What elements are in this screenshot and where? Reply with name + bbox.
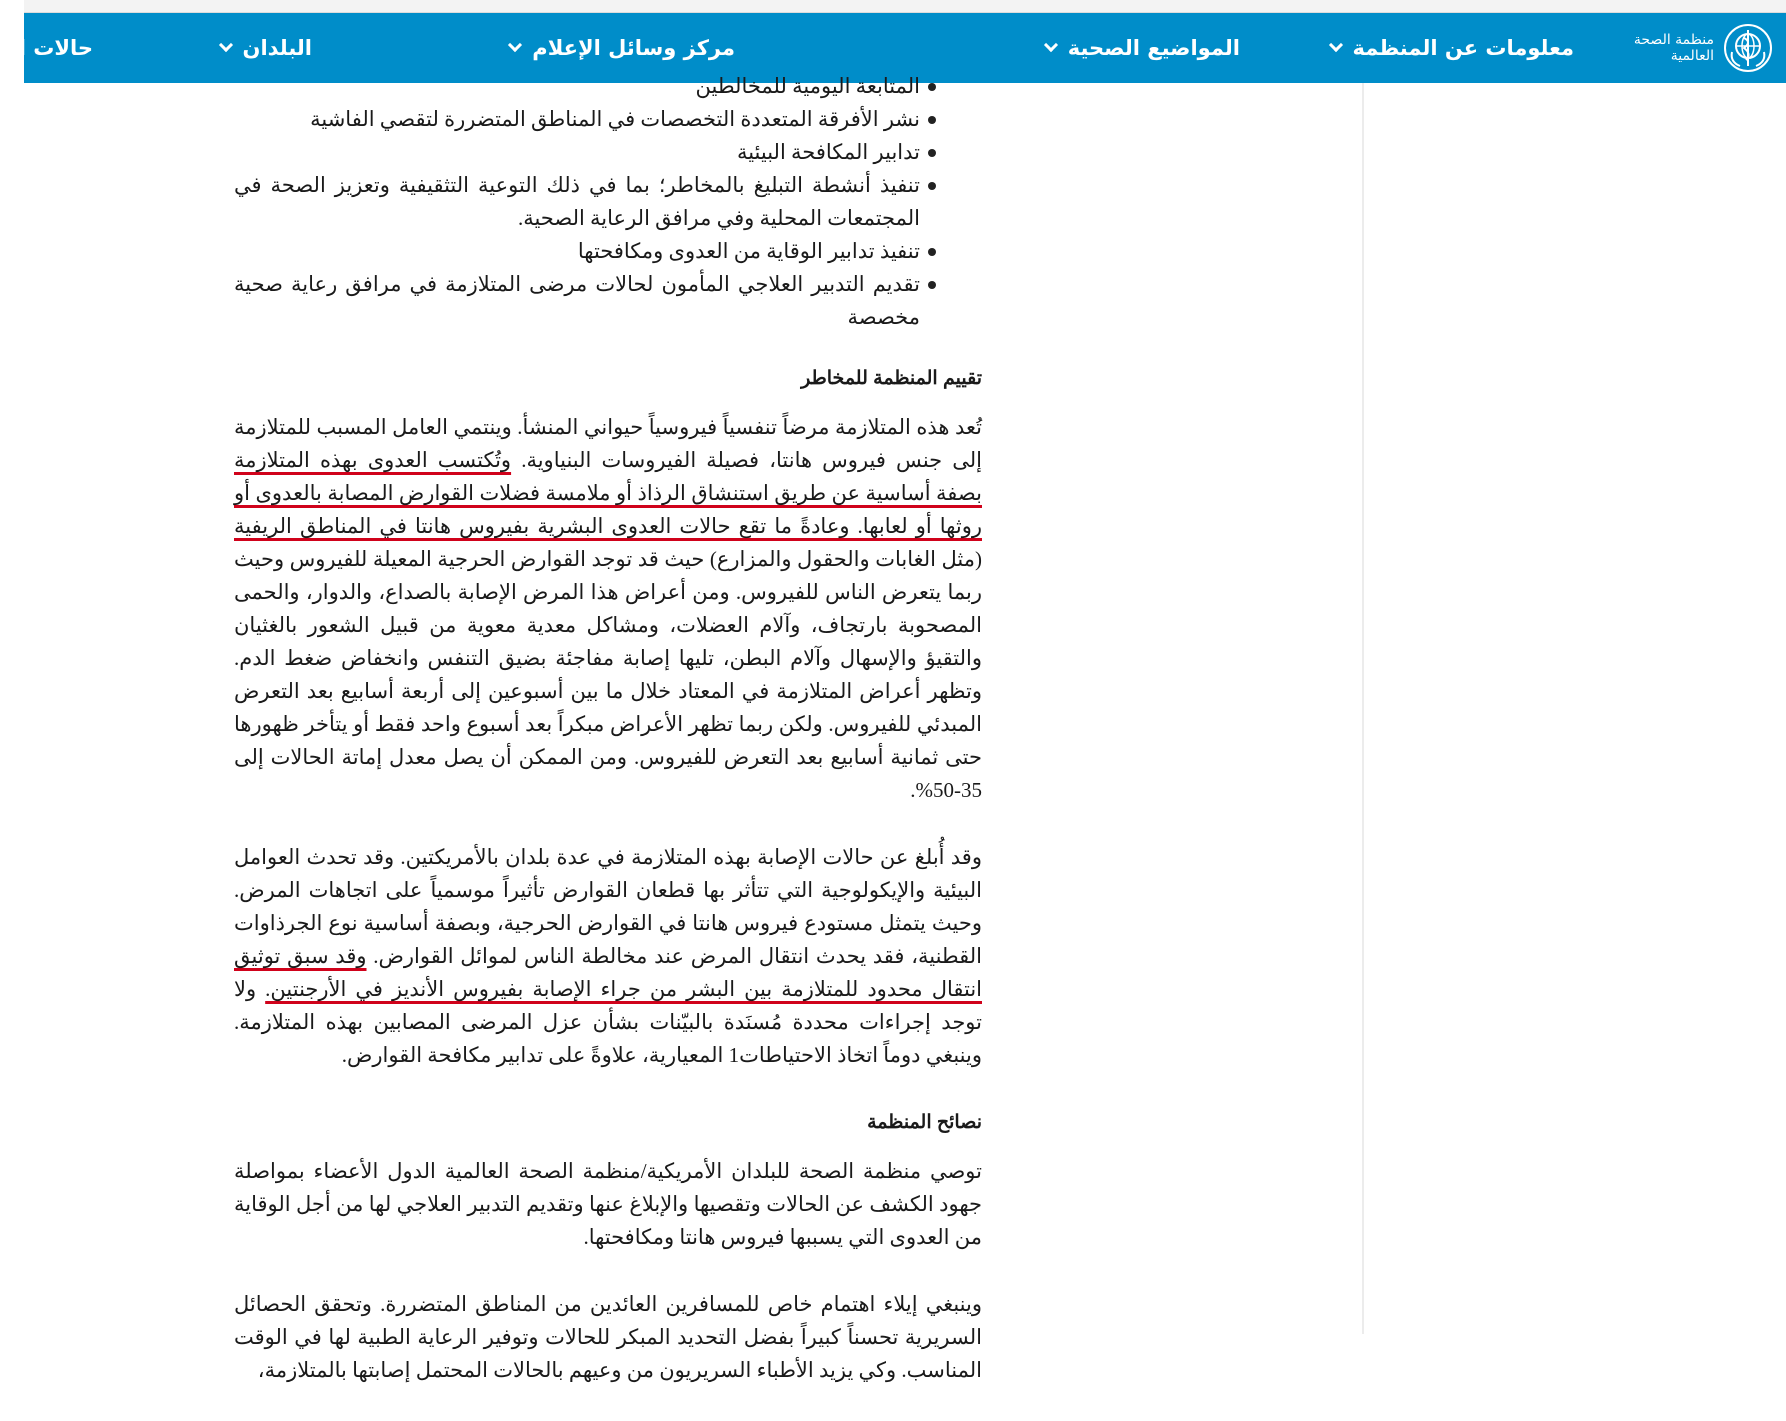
nav-item-label: المواضيع الصحية (1067, 36, 1240, 60)
response-measures-list (234, 70, 932, 334)
nav-item-health-topics[interactable] (1046, 13, 1240, 83)
nav-item-label: مركز وسائل الإعلام (532, 36, 735, 60)
nav-item-about[interactable] (1331, 13, 1574, 83)
list-item: تنفيذ تدابير الوقاية من العدوى ومكافحتها (234, 235, 932, 268)
advice-paragraph-2: وينبغي إيلاء اهتمام خاص للمسافرين العائدين من المناطق المتضررة. وتحقق الحصائل السريرية تحسناً كبيراً بفضل التحديد المبكر للحالات وتوفير الرعاية الطبية لها في الوقت المناسب. وكي يزيد الأطباء السريريون من وعيهم بالحالات المحتمل إصابتها بالمتلازمة، (234, 1292, 982, 1382)
chevron-down-icon (508, 38, 522, 52)
chevron-down-icon (1044, 38, 1058, 52)
list-item: نشر الأفرقة المتعددة التخصصات في المناطق المتضررة لتقصي الفاشية (234, 103, 932, 136)
text-segment: وقد أُبلغ عن حالات الإصابة بهذه المتلازمة في عدة بلدان بالأمريكتين. وقد تحدث العوامل البيئية والإيكولوجية التي تتأثر بها قطعان القوارض تأثيراً موسمياً على اتجاهات المرض. وحيث يتمثل مستودع فيروس هانتا في القوارض الحرجية، وبصفة أساسية نوع الجرذاوات القطنية، فقد يحدث انتقال المرض عند مخالطة الناس لموائل القوارض. (234, 845, 982, 968)
nav-item-label: البلدان (242, 36, 312, 60)
text-segment: (مثل الغابات والحقول والمزارع) حيث قد توجد القوارض الحرجية المعيلة للفيروس وحيث ربما يتعرض الناس للفيروس. ومن أعراض هذا المرض الإصابة بالصداع، والدوار، والحمى المصحوبة بارتجاف، وآلام العضلات، ومشاكل معدية معوية من قبيل الشعور بالغثيان والتقيؤ والإسهال وآلام البطن، تليها إصابة مفاجئة بضيق التنفس وانخفاض ضغط الدم. وتظهر أعراض المتلازمة في المعتاد خلال ما بين أسبوعين إلى أربعة أسابيع بعد التعرض المبدئي للفيروس. ولكن ربما تظهر الأعراض مبكراً بعد أسبوع واحد فقط أو يتأخر ظهورها حتى ثمانية أسابيع بعد التعرض للفيروس. ومن الممكن أن يصل معدل إماتة الحالات إلى 35-50%. (234, 547, 982, 802)
browser-top-strip (24, 0, 1786, 13)
nav-item-label: معلومات عن المنظمة (1352, 36, 1574, 60)
who-emblem-icon (1722, 22, 1774, 74)
text-segment: تُعد هذه المتلازمة مرضاً تنفسياً فيروسياً حيواني المنشأ. وينتمي العامل المسبب للمتلازمة إلى جنس فيروس هانتا، فصيلة الفيروسات البنياوية. (234, 415, 983, 472)
chevron-down-icon (218, 38, 232, 52)
article-content (234, 70, 982, 1421)
who-logo[interactable] (1604, 13, 1774, 83)
list-item: تقديم التدبير العلاجي المأمون لحالات مرضى المتلازمة في مرافق رعاية صحية مخصصة (234, 268, 932, 334)
text-segment: ولا توجد إجراءات محددة مُسنَدة بالبيّنات بشأن عزل المرضى المصابين بهذه المتلازمة. وينبغي دوماً اتخاذ الاحتياطات1 المعيارية، علاوةً على تدابير مكافحة القوارض. (234, 977, 982, 1067)
nav-item-emergencies[interactable] (1, 13, 94, 83)
list-item: تدابير المكافحة البيئية (234, 136, 932, 169)
sidebar-divider (1362, 83, 1364, 1334)
who-advice-heading: نصائح المنظمة (867, 1112, 982, 1133)
nav-item-label: حالات ال (0, 36, 93, 60)
chevron-down-icon (1328, 38, 1342, 52)
logo-text: منظمة الصحة العالمية (1633, 32, 1714, 64)
list-item: المتابعة اليومية للمخالطين (234, 70, 932, 103)
risk-assessment-heading: تقييم المنظمة للمخاطر (801, 368, 982, 389)
highlighted-text: وقد سبق توثيق انتقال محدود للمتلازمة بين البشر من جراء الإصابة بفيروس الأنديز في الأرجنتين. (234, 944, 982, 1001)
highlighted-text: وتُكتسب العدوى بهذه المتلازمة بصفة أساسية عن طريق استنشاق الرذاذ أو ملامسة فضلات القوارض المصابة بالعدوى أو روثها أو لعابها. وعادةً ما تقع حالات العدوى البشرية بفيروس هانتا في المناطق الريفية (234, 448, 982, 538)
list-item: تنفيذ أنشطة التبليغ بالمخاطر؛ بما في ذلك التوعية التثقيفية وتعزيز الصحة في المجتمعات المحلية وفي مرافق الرعاية الصحية. (234, 169, 932, 235)
advice-paragraph-1: توصي منظمة الصحة للبلدان الأمريكية/منظمة الصحة العالمية الدول الأعضاء بمواصلة جهود الكشف عن الحالات وتقصيها والإبلاغ عنها وتقديم التدبير العلاجي لها من أجل الوقاية من العدوى التي يسببها فيروس هانتا ومكافحتها. (234, 1159, 982, 1249)
risk-paragraph-1 (234, 411, 982, 807)
risk-paragraph-2 (234, 841, 982, 1072)
